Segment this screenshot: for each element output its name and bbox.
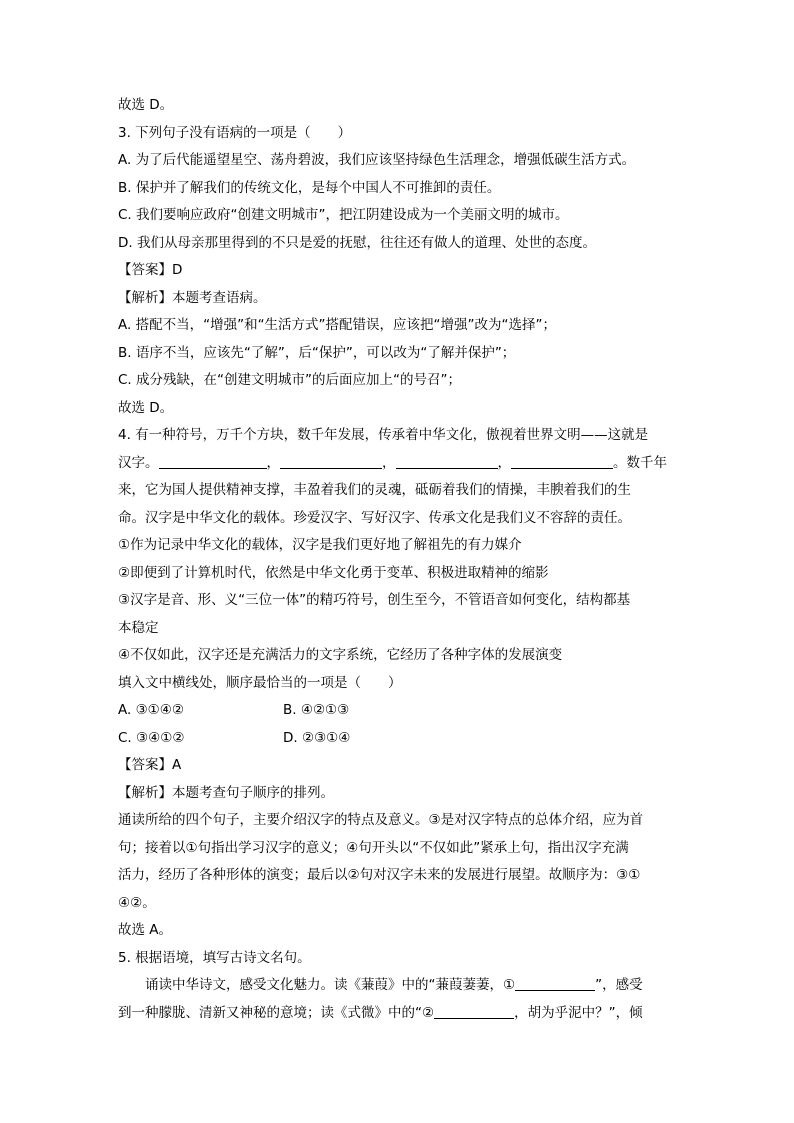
analysis-line: 句；接着以①句指出学习汉字的意义；④句开头以“不仅如此”紧承上句，指出汉字充满 bbox=[118, 839, 629, 856]
options-row-ab bbox=[118, 697, 680, 725]
text-fragment: 汉字。 bbox=[118, 454, 159, 471]
text-fragment: ”，感受 bbox=[595, 977, 643, 993]
analysis-line: 活力，经历了各种形体的演变；最后以②句对汉字未来的发展进行展望。故顺序为：③① bbox=[118, 867, 641, 883]
fill-blank-2 bbox=[280, 453, 382, 469]
text-fragment: 到一种朦胧、清新又神秘的意境；读《式微》中的“② bbox=[118, 1004, 435, 1021]
question-4-option-b: B. ④②①③ bbox=[283, 702, 350, 718]
question-4-option-d: D. ②③①④ bbox=[283, 729, 351, 746]
question-4-answer: 【答案】A bbox=[118, 757, 182, 773]
analysis-line: A. 搭配不当，“增强”和“生活方式”搭配错误，应该把“增强”改为“选择”； bbox=[118, 317, 557, 333]
sentence-2: ②即便到了计算机时代，依然是中华文化勇于变革、积极进取精神的缩影 bbox=[118, 564, 549, 581]
question-4-blanks-line bbox=[118, 450, 680, 478]
question-3-stem: 3. 下列句子没有语病的一项是（ ） bbox=[118, 124, 352, 141]
analysis-line: 通读所给的四个句子，主要介绍汉字的特点及意义。③是对汉字特点的总体介绍，应为首 bbox=[118, 812, 644, 828]
question-5-line-2 bbox=[118, 1000, 680, 1028]
text-line: 来，它为国人提供精神支撑，丰盈着我们的灵魂，砥砺着我们的情操，丰腴着我们的生 bbox=[118, 482, 631, 498]
sentence-3: ③汉字是音、形、义“三位一体”的精巧符号，创生至今，不管语音如何变化，结构都基 bbox=[118, 592, 631, 608]
comma: ， bbox=[382, 454, 396, 471]
fill-blank-poem-1 bbox=[515, 975, 595, 991]
text-fragment: 。数千年 bbox=[613, 454, 667, 471]
question-4-prompt: 填入文中横线处，顺序最恰当的一项是（ ） bbox=[118, 674, 402, 691]
fill-blank-1 bbox=[159, 453, 267, 469]
question-3-option-b: B. 保护并了解我们的传统文化，是每个中国人不可推卸的责任。 bbox=[118, 179, 501, 196]
fill-blank-poem-2 bbox=[434, 1003, 514, 1019]
sentence-3-cont: 本稳定 bbox=[118, 619, 159, 636]
question-4-option-c: C. ③④①② bbox=[118, 729, 185, 746]
options-row-cd bbox=[118, 725, 680, 753]
analysis-line: ④②。 bbox=[118, 894, 156, 911]
question-3-analysis: 【解析】本题考查语病。 bbox=[118, 289, 267, 306]
question-5-stem: 5. 根据语境，填写古诗文名句。 bbox=[118, 949, 311, 966]
question-3-answer: 【答案】D bbox=[118, 262, 183, 278]
question-3-option-a: A. 为了后代能遥望星空、荡舟碧波，我们应该坚持绿色生活理念，增强低碳生活方式。 bbox=[118, 152, 636, 168]
fill-blank-3 bbox=[396, 453, 498, 469]
sentence-1: ①作为记录中华文化的载体，汉字是我们更好地了解祖先的有力媒介 bbox=[118, 537, 522, 553]
question-4-option-a: A. ③①④② bbox=[118, 702, 184, 718]
text-line: 故选 D。 bbox=[118, 97, 174, 113]
comma: ， bbox=[266, 454, 280, 471]
document-page bbox=[118, 92, 680, 1027]
sentence-4: ④不仅如此，汉字还是充满活力的文字系统，它经历了各种字体的发展演变 bbox=[118, 647, 563, 663]
question-4-analysis: 【解析】本题考查句子顺序的排列。 bbox=[118, 784, 334, 801]
question-3-option-c: C. 我们要响应政府“创建文明城市”，把江阴建设成为一个美丽文明的城市。 bbox=[118, 207, 569, 223]
comma: ， bbox=[497, 454, 511, 471]
question-4-stem: 4. 有一种符号，万千个方块，数千年发展，传承着中华文化，傲视着世界文明——这就是 bbox=[118, 427, 649, 443]
fill-blank-4 bbox=[511, 453, 613, 469]
conclusion-line: 故选 A。 bbox=[118, 922, 173, 938]
text-line: 命。汉字是中华文化的载体。珍爱汉字、写好汉字、传承文化是我们义不容辞的责任。 bbox=[118, 509, 631, 526]
question-3-option-d: D. 我们从母亲那里得到的不只是爱的抚慰，往往还有做人的道理、处世的态度。 bbox=[118, 234, 596, 251]
question-5-line-1 bbox=[118, 972, 680, 1000]
text-fragment: 诵读中华诗文，感受文化魅力。读《蒹葭》中的“蒹葭萋萋，① bbox=[145, 977, 516, 993]
analysis-line: B. 语序不当，应该先“了解”，后“保护”，可以改为“了解并保护”； bbox=[118, 344, 516, 361]
analysis-line: C. 成分残缺，在“创建文明城市”的后面应加上“的号召”； bbox=[118, 372, 461, 388]
text-fragment: ，胡为乎泥中？”，倾 bbox=[514, 1004, 643, 1021]
conclusion-line: 故选 D。 bbox=[118, 399, 174, 416]
